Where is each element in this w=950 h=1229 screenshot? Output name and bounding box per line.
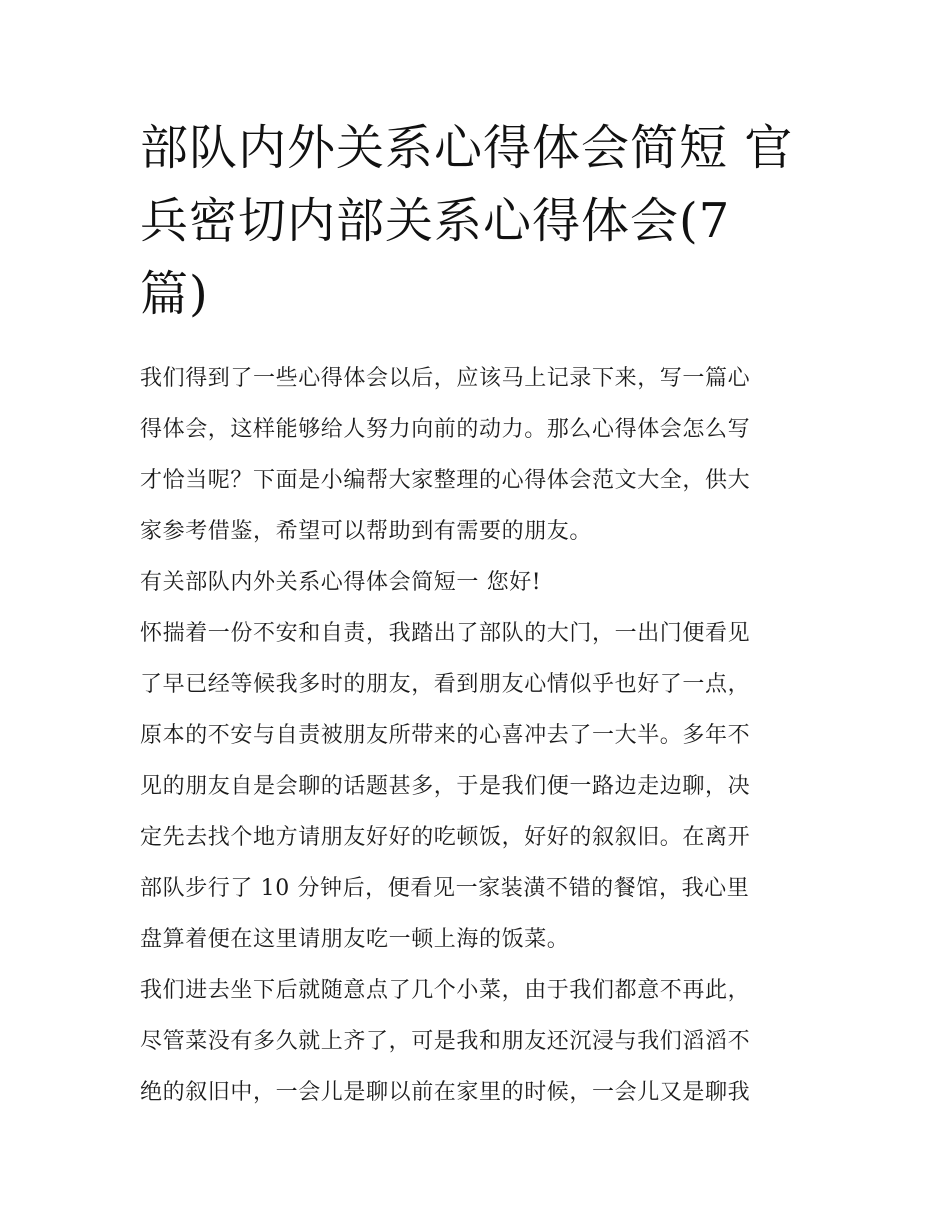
document-content [140,112,820,1118]
title-line: 部队内外关系心得体会简短 官 [140,120,794,176]
text-line: 我们得到了一些心得体会以后，应该马上记录下来，写一篇心 [140,366,751,391]
section-heading-paragraph [140,557,820,608]
story-paragraph [140,608,820,965]
story-paragraph [140,965,820,1118]
text-line: 原本的不安与自责被朋友所带来的心喜冲去了一大半。多年不 [140,723,751,748]
text-line: 尽管菜没有多久就上齐了，可是我和朋友还沉浸与我们滔滔不 [140,1029,751,1054]
text-line: 得体会，这样能够给人努力向前的动力。那么心得体会怎么写 [140,417,751,442]
intro-paragraph [140,353,820,557]
text-line: 怀揣着一份不安和自责，我踏出了部队的大门，一出门便看见 [140,621,751,646]
text-line: 部队步行了 10 分钟后，便看见一家装潢不错的餐馆，我心里 [140,876,750,901]
document-title [140,112,810,331]
text-line: 了早已经等候我多时的朋友，看到朋友心情似乎也好了一点， [140,672,751,697]
text-line: 才恰当呢？下面是小编帮大家整理的心得体会范文大全，供大 [140,468,751,493]
text-line: 绝的叙旧中，一会儿是聊以前在家里的时候，一会儿又是聊我 [140,1080,751,1105]
text-line: 见的朋友自是会聊的话题甚多，于是我们便一路边走边聊，决 [140,774,751,799]
title-line: 篇) [140,266,209,322]
text-line: 我们进去坐下后就随意点了几个小菜，由于我们都意不再此， [140,978,751,1003]
text-line: 定先去找个地方请朋友好好的吃顿饭，好好的叙叙旧。在离开 [140,825,751,850]
text-line: 盘算着便在这里请朋友吃一顿上海的饭菜。 [140,927,570,952]
document-body [140,353,820,1118]
text-line: 有关部队内外关系心得体会简短一 您好! [140,570,542,595]
text-line: 家参考借鉴，希望可以帮助到有需要的朋友。 [140,519,593,544]
title-line: 兵密切内部关系心得体会(7 [140,193,731,249]
